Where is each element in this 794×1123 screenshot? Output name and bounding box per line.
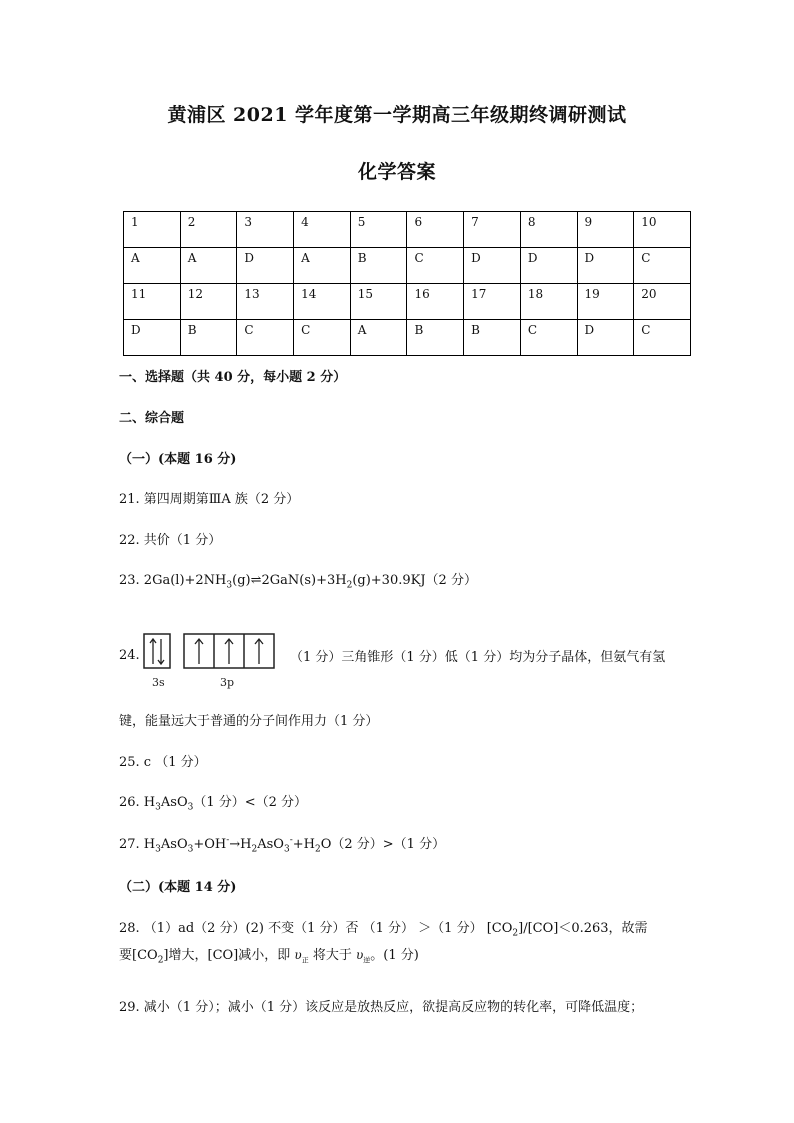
table-cell: 6 — [407, 212, 464, 248]
table-cell: D — [520, 248, 577, 284]
subscript: 3 — [283, 844, 290, 855]
table-cell: 4 — [294, 212, 351, 248]
table-cell: D — [464, 248, 521, 284]
answer-27-text: +H — [292, 837, 315, 852]
answer-27-text: +OH — [193, 837, 227, 852]
answer-28-text: ]增大，[CO]减小，即 — [163, 948, 291, 963]
subscript: 3 — [226, 580, 233, 591]
answer-28-text: 28. （1）ad（2 分）(2) 不变（1 分）否 （1 分） ＞（1 分） [CO — [119, 921, 513, 936]
answer-23-text: (g)⇌2GaN(s)+3H — [232, 573, 347, 588]
velocity-symbol: υ — [294, 948, 302, 962]
answer-23-text: (g)+30.9KJ（2 分） — [352, 573, 477, 588]
answer-28-text: 。(1 分) — [370, 948, 419, 963]
table-cell: C — [294, 320, 351, 356]
answer-23 — [119, 569, 477, 591]
table-cell: 16 — [407, 284, 464, 320]
subscript: 2 — [157, 955, 164, 966]
label-3p: 3p — [220, 676, 235, 689]
table-cell: 1 — [124, 212, 181, 248]
answer-25: 25. c （1 分） — [119, 755, 207, 770]
table-cell: D — [577, 320, 634, 356]
answer-28-text: 将大于 — [312, 948, 352, 963]
table-cell: 12 — [180, 284, 237, 320]
table-cell: D — [124, 320, 181, 356]
table-cell: B — [180, 320, 237, 356]
table-cell: 9 — [577, 212, 634, 248]
table-cell: B — [464, 320, 521, 356]
table-cell: A — [350, 320, 407, 356]
page-title: 黄浦区 2021 学年度第一学期高三年级期终调研测试 — [167, 104, 627, 126]
answer-21: 21. 第四周期第ⅢA 族（2 分） — [119, 492, 300, 507]
table-row — [124, 320, 691, 356]
answer-23-text: 23. 2Ga(l)+2NH — [119, 573, 227, 588]
answer-27 — [119, 833, 445, 855]
subscript: 3 — [155, 844, 161, 855]
orbital-diagram — [140, 612, 285, 692]
table-row — [124, 284, 691, 320]
answer-28-line-1 — [119, 917, 648, 939]
table-cell: C — [520, 320, 577, 356]
part-heading-1: （一）(本题 16 分) — [119, 452, 237, 467]
answer-27-text: AsO — [257, 837, 284, 852]
answer-27-text: O（2 分）>（1 分） — [320, 837, 446, 852]
answer-24-number: 24. — [119, 648, 140, 663]
subscript: 2 — [346, 580, 353, 591]
answer-27-text: →H — [229, 837, 252, 852]
table-cell: 19 — [577, 284, 634, 320]
table-row — [124, 248, 691, 284]
answer-24-continuation: 键，能量远大于普通的分子间作用力（1 分） — [119, 714, 379, 729]
answer-27-text: AsO — [160, 837, 188, 852]
section-heading-comprehensive: 二、综合题 — [119, 411, 185, 426]
orbital-diagram-svg — [140, 612, 285, 692]
table-cell: C — [634, 248, 691, 284]
table-cell: 11 — [124, 284, 181, 320]
forward-rate-symbol — [294, 948, 309, 965]
table-cell: D — [577, 248, 634, 284]
reverse-rate-symbol — [355, 948, 371, 965]
table-cell: 13 — [237, 284, 294, 320]
table-cell: 14 — [294, 284, 351, 320]
table-cell: 2 — [180, 212, 237, 248]
table-cell: 5 — [350, 212, 407, 248]
table-cell: B — [407, 320, 464, 356]
subscript: 2 — [251, 844, 258, 855]
table-cell: A — [180, 248, 237, 284]
table-cell: B — [350, 248, 407, 284]
table-cell: A — [294, 248, 351, 284]
table-cell: 15 — [350, 284, 407, 320]
answer-26-text: （1 分）<（2 分） — [193, 795, 308, 810]
subscript: 3 — [187, 844, 194, 855]
table-cell: C — [634, 320, 691, 356]
answer-22: 22. 共价（1 分） — [119, 533, 222, 548]
velocity-symbol: υ — [355, 948, 364, 962]
answer-table — [123, 211, 691, 356]
answer-28-line-2 — [119, 944, 419, 966]
orbital-box-3s — [144, 634, 170, 668]
table-cell: 10 — [634, 212, 691, 248]
table-cell: D — [237, 248, 294, 284]
answer-24-text: （1 分）三角锥形（1 分）低（1 分）均为分子晶体，但氨气有氢 — [290, 650, 666, 665]
subscript: 3 — [155, 802, 161, 813]
section-heading-multiple-choice: 一、选择题（共 40 分，每小题 2 分） — [119, 370, 347, 385]
answer-26-text: AsO — [160, 795, 188, 810]
subscript: 2 — [314, 844, 321, 855]
table-cell: C — [237, 320, 294, 356]
label-3s: 3s — [152, 676, 165, 689]
answer-27-text: 27. H — [119, 837, 156, 852]
table-row — [124, 212, 691, 248]
superscript: - — [289, 835, 293, 846]
superscript: - — [226, 835, 230, 846]
table-cell: 8 — [520, 212, 577, 248]
answer-29: 29. 减小（1 分）；减小（1 分）该反应是放热反应，欲提高反应物的转化率，可降低温度； — [119, 1000, 644, 1015]
subscript: 逆 — [363, 956, 371, 965]
subscript: 正 — [301, 956, 309, 965]
answer-28-text: ]/[CO]＜0.263，故需 — [518, 921, 648, 936]
answer-26-text: 26. H — [119, 795, 156, 810]
page-subtitle: 化学答案 — [357, 161, 436, 183]
table-cell: C — [407, 248, 464, 284]
answer-28-text: 要[CO — [119, 948, 158, 963]
table-cell: 17 — [464, 284, 521, 320]
table-cell: 20 — [634, 284, 691, 320]
part-heading-2: （二）(本题 14 分) — [119, 880, 237, 895]
table-cell: 18 — [520, 284, 577, 320]
table-cell: A — [124, 248, 181, 284]
subscript: 2 — [512, 928, 519, 939]
answer-26 — [119, 791, 307, 813]
table-cell: 7 — [464, 212, 521, 248]
subscript: 3 — [187, 802, 194, 813]
table-cell: 3 — [237, 212, 294, 248]
